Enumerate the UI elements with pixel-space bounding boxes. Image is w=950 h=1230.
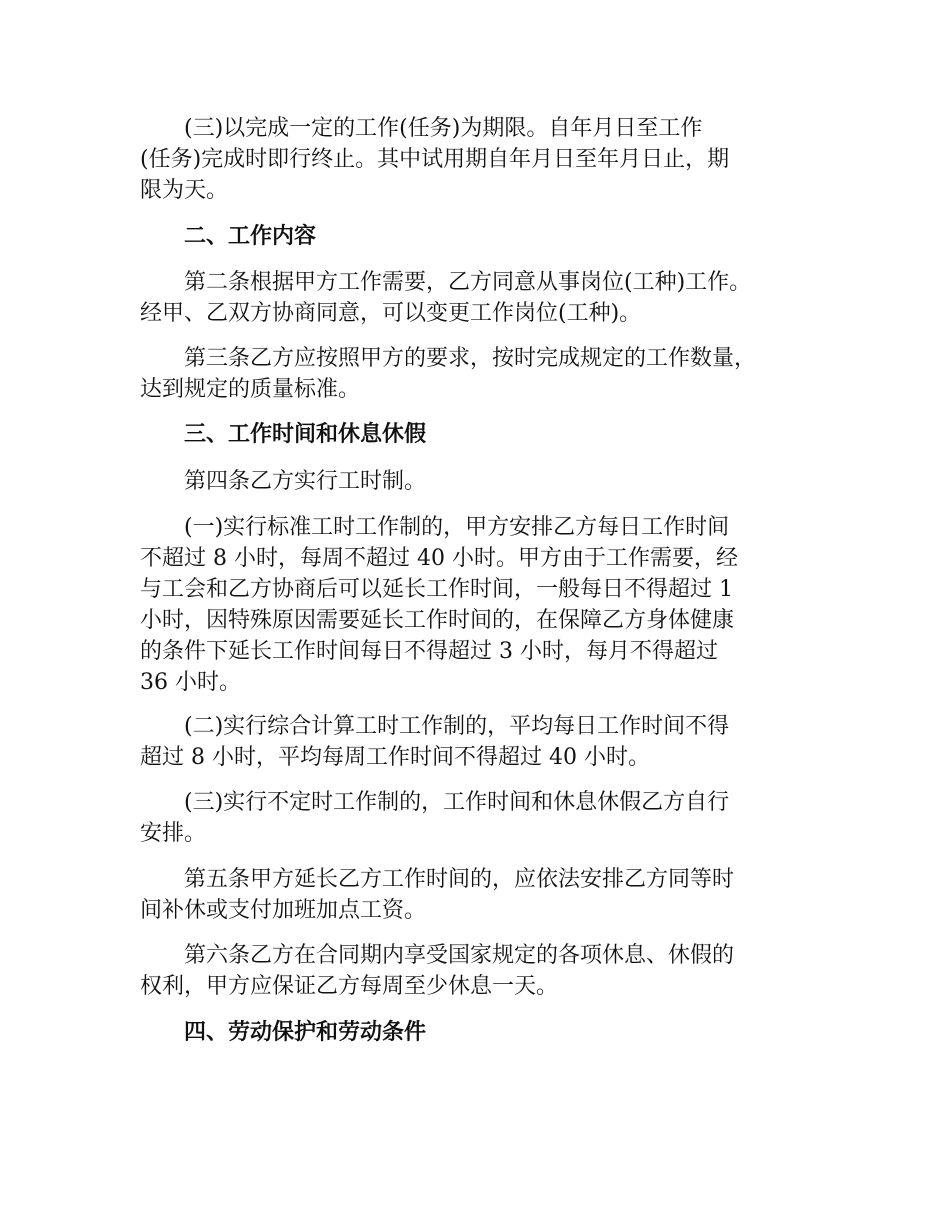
paragraph-item-1 (140, 512, 820, 698)
text-line: 间补休或支付加班加点工资。 (140, 898, 427, 923)
text-line: 第四条乙方实行工时制。 (184, 469, 427, 494)
paragraph-article-4 (140, 466, 820, 497)
paragraph-term-3 (140, 113, 820, 206)
paragraph-item-3 (140, 787, 820, 849)
paragraph-article-5 (140, 864, 820, 926)
paragraph-item-2 (140, 711, 820, 773)
text-line: 限为天。 (140, 178, 229, 203)
text-line: (二)实行综合计算工时工作制的，平均每日工作时间不得 (184, 714, 730, 739)
text-line: 与工会和乙方协商后可以延长工作时间，一般每日不得超过 1 (140, 577, 733, 602)
text-line: 第六条乙方在合同期内享受国家规定的各项休息、休假的 (184, 943, 735, 968)
text-line: 达到规定的质量标准。 (140, 377, 361, 402)
section-heading-labor-protection: 四、劳动保护和劳动条件 (184, 1019, 427, 1045)
text-line: 经甲、乙双方协商同意，可以变更工作岗位(工种)。 (140, 301, 642, 326)
section-heading-work-hours: 三、工作时间和休息休假 (184, 421, 427, 447)
text-line: 的条件下延长工作时间每日不得超过 3 小时，每月不得超过 (140, 639, 718, 664)
text-line: 安排。 (140, 821, 207, 846)
paragraph-article-2 (140, 267, 820, 329)
text-line: 36 小时。 (140, 670, 241, 695)
text-line: (一)实行标准工时工作制的，甲方安排乙方每日工作时间 (184, 515, 730, 540)
text-line: 权利，甲方应保证乙方每周至少休息一天。 (140, 974, 559, 999)
text-line: 不超过 8 小时，每周不超过 40 小时。甲方由于工作需要，经 (140, 546, 738, 571)
text-line: 超过 8 小时，平均每周工作时间不得超过 40 小时。 (140, 745, 650, 770)
paragraph-article-6 (140, 940, 820, 1002)
text-line: (任务)完成时即行终止。其中试用期自年月日至年月日止，期 (140, 147, 730, 172)
text-line: 第二条根据甲方工作需要，乙方同意从事岗位(工种)工作。 (184, 270, 752, 295)
text-line: 小时，因特殊原因需要延长工作时间的，在保障乙方身体健康 (140, 608, 735, 633)
text-line: 第三条乙方应按照甲方的要求，按时完成规定的工作数量， (184, 346, 757, 371)
text-line: (三)实行不定时工作制的，工作时间和休息休假乙方自行 (184, 790, 730, 815)
text-line: 第五条甲方延长乙方工作时间的，应依法安排乙方同等时 (184, 867, 735, 892)
paragraph-article-3 (140, 343, 820, 405)
text-line: (三)以完成一定的工作(任务)为期限。自年月日至工作 (184, 116, 703, 141)
section-heading-work-content: 二、工作内容 (184, 223, 317, 249)
